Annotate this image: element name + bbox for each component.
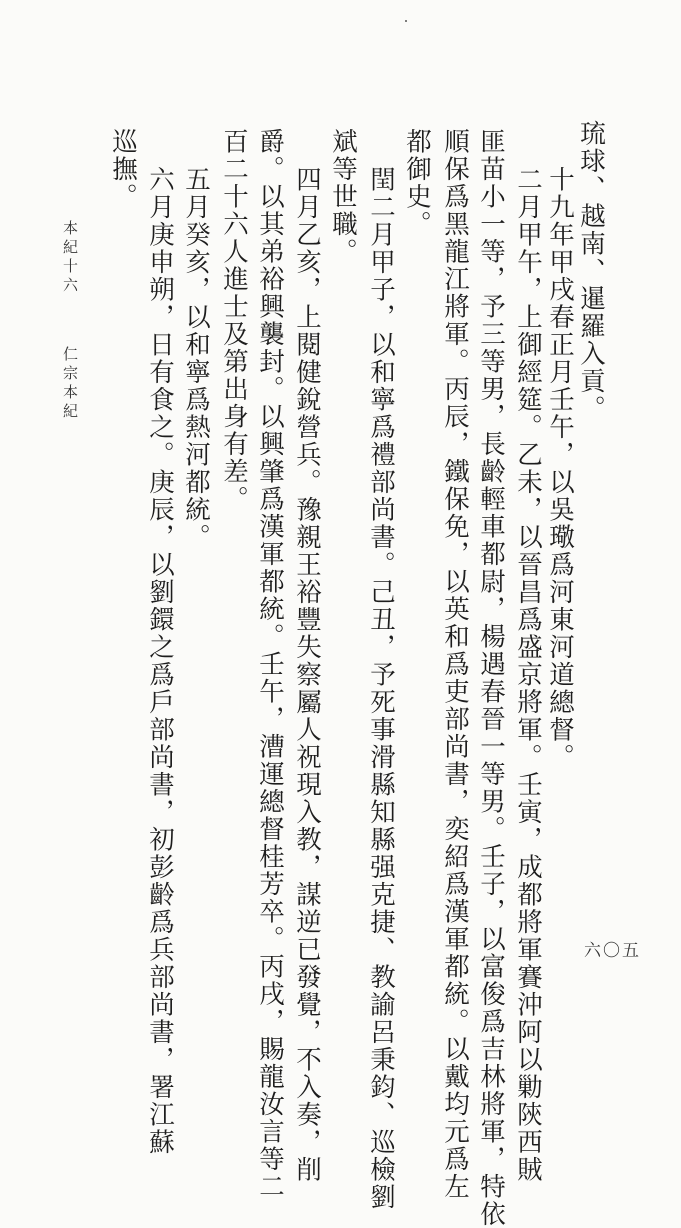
text-column-7: 閏二月甲子，以和寧爲禮部尚書。己丑，予死事滑縣知縣强克捷、教諭呂秉鈞、巡檢劉 (366, 166, 396, 1211)
text-column-8: 斌等世職。 (328, 128, 358, 266)
text-column-3: 二月甲午，上御經筵。乙未，以晉昌爲盛京將軍。壬寅，成都將軍賽沖阿以勦陝西賊 (513, 166, 543, 1184)
text-column-1: 琉球、越南、暹羅入貢。 (576, 120, 606, 423)
text-column-4: 匪苗小一等，予三等男，長齡輕車都尉，楊遇春晉一等男。壬子，以富俊爲吉林將軍，特依 (476, 128, 506, 1228)
text-column-9: 四月乙亥，上閱健銳營兵。豫親王裕豐失察屬人祝現入教，謀逆已發覺，不入奏，削 (292, 166, 322, 1184)
text-column-12: 五月癸亥，以和寧爲熱河都統。 (181, 166, 211, 551)
text-column-14: 巡撫。 (108, 128, 138, 211)
text-column-10: 爵。以其弟裕興襲封。以興肇爲漢軍都統。壬午，漕運總督桂芳卒。丙戌，賜龍汝言等二 (255, 128, 285, 1201)
margin-note-volume: 本紀十六 (61, 220, 79, 296)
text-column-5: 順保爲黑龍江將軍。丙辰，鐵保免，以英和爲吏部尚書，奕紹爲漢軍都統。以戴均元爲左 (440, 128, 470, 1201)
text-column-13: 六月庚申朔，日有食之。庚辰，以劉鐶之爲戶部尚書，初彭齡爲兵部尚書，署江蘇 (145, 166, 175, 1156)
margin-note-chapter: 仁宗本紀 (61, 346, 79, 422)
text-column-6: 都御史。 (402, 128, 432, 238)
page-number: 六〇五 (584, 941, 641, 961)
text-column-2: 十九年甲戌春正月壬午，以吳璥爲河東河道總督。 (545, 166, 575, 771)
text-column-11: 百二十六人進士及第出身有差。 (219, 128, 249, 513)
print-speck (405, 20, 407, 22)
